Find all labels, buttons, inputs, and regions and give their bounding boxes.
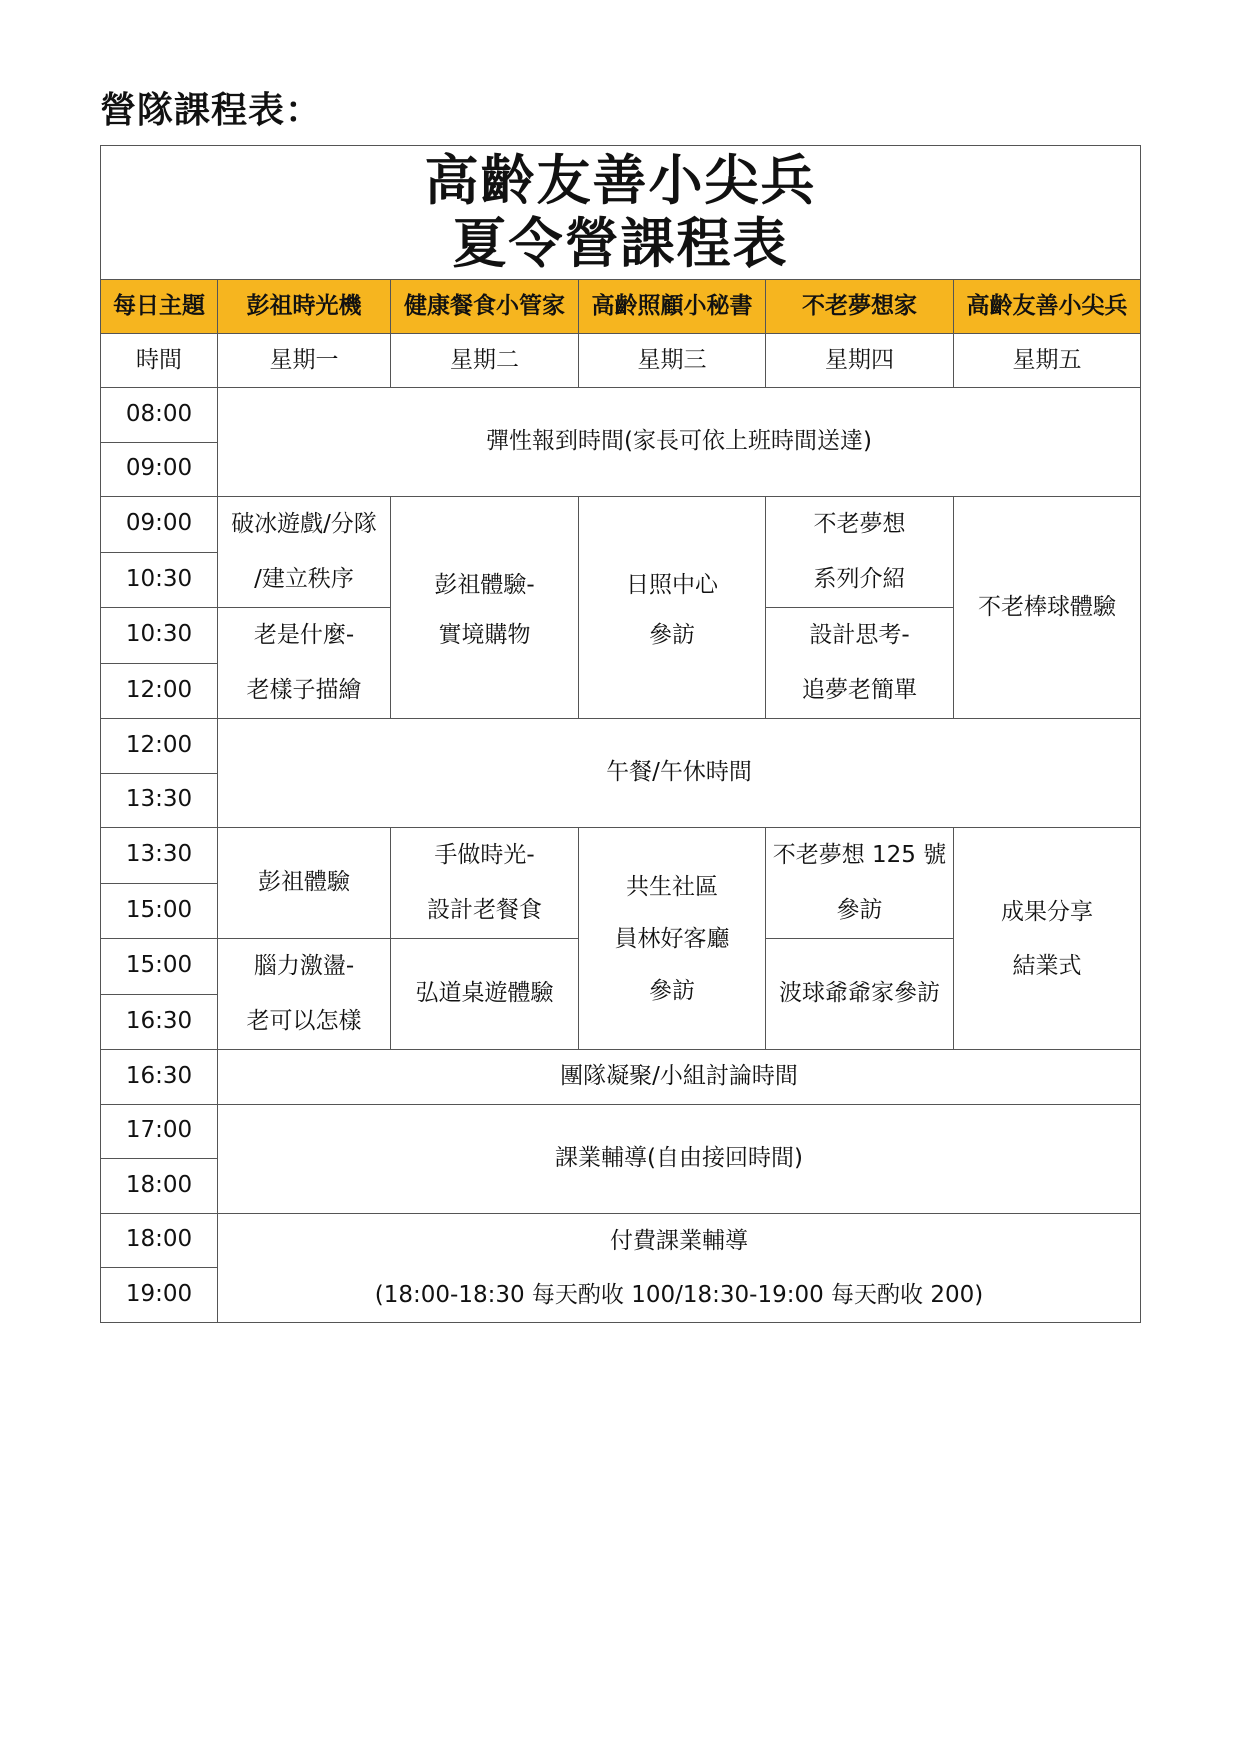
wed-pm-line-c: 參訪 bbox=[649, 977, 695, 1004]
mon-am-1-line-b: /建立秩序 bbox=[254, 566, 354, 592]
wed-am-line-a: 日照中心 bbox=[626, 571, 718, 598]
time-cell: 19:00 bbox=[101, 1268, 218, 1323]
thu-pm-session-1 bbox=[766, 828, 954, 939]
theme-row bbox=[101, 280, 1141, 334]
mon-am-1-line-a: 破冰遊戲/分隊 bbox=[231, 511, 377, 537]
title-line-1: 高齡友善小尖兵 bbox=[424, 149, 817, 213]
tue-pm-session-2: 弘道桌遊體驗 bbox=[391, 939, 579, 1050]
wed-am-line-b: 參訪 bbox=[649, 621, 695, 648]
time-cell: 13:30 bbox=[101, 773, 218, 828]
tue-am-line-b: 實境購物 bbox=[438, 621, 531, 648]
time-cell: 13:30 bbox=[101, 828, 218, 884]
time-cell: 17:00 bbox=[101, 1104, 218, 1159]
team-block: 團隊凝聚/小組討論時間 bbox=[218, 1050, 1141, 1105]
thu-am-session-2 bbox=[766, 608, 954, 719]
day-cell: 星期四 bbox=[766, 334, 954, 388]
theme-cell: 不老夢想家 bbox=[766, 280, 954, 334]
theme-cell: 彭祖時光機 bbox=[218, 280, 391, 334]
day-cell: 星期五 bbox=[954, 334, 1141, 388]
tue-am-line-a: 彭祖體驗- bbox=[434, 571, 535, 598]
wed-pm-line-a: 共生社區 bbox=[626, 873, 718, 900]
lunch-block: 午餐/午休時間 bbox=[218, 719, 1141, 828]
thu-am-1-line-a: 不老夢想 bbox=[813, 511, 906, 537]
theme-cell: 高齡照顧小秘書 bbox=[579, 280, 766, 334]
time-cell: 09:00 bbox=[101, 497, 218, 553]
wed-pm-session bbox=[579, 828, 766, 1050]
thu-am-2-line-b: 追夢老簡單 bbox=[802, 677, 917, 703]
fri-am-session: 不老棒球體驗 bbox=[954, 497, 1141, 719]
thu-pm-1-line-a: 不老夢想 125 號 bbox=[772, 842, 947, 868]
tue-pm-1-line-a: 手做時光- bbox=[434, 842, 535, 868]
time-cell: 08:00 bbox=[101, 388, 218, 443]
tue-pm-1-line-b: 設計老餐食 bbox=[427, 897, 542, 923]
day-cell: 星期二 bbox=[391, 334, 579, 388]
time-cell: 10:30 bbox=[101, 552, 218, 608]
fri-pm-line-b: 結業式 bbox=[1012, 952, 1082, 979]
thu-am-session-1 bbox=[766, 497, 954, 608]
fri-pm-line-a: 成果分享 bbox=[1001, 898, 1093, 925]
schedule-title bbox=[101, 146, 1141, 280]
thu-am-2-line-a: 設計思考- bbox=[809, 622, 910, 648]
day-cell: 時間 bbox=[101, 334, 218, 388]
day-cell: 星期三 bbox=[579, 334, 766, 388]
mon-pm-2-line-b: 老可以怎樣 bbox=[246, 1008, 362, 1034]
theme-cell: 每日主題 bbox=[101, 280, 218, 334]
time-cell: 10:30 bbox=[101, 608, 218, 664]
theme-cell: 高齡友善小尖兵 bbox=[954, 280, 1141, 334]
mon-pm-session-1: 彭祖體驗 bbox=[218, 828, 391, 939]
day-row bbox=[101, 334, 1141, 388]
mon-pm-2-line-a: 腦力激盪- bbox=[253, 953, 355, 979]
time-cell: 12:00 bbox=[101, 663, 218, 719]
thu-pm-1-line-b: 參訪 bbox=[836, 897, 883, 923]
day-cell: 星期一 bbox=[218, 334, 391, 388]
mon-am-2-line-a: 老是什麼- bbox=[253, 622, 355, 648]
thu-am-1-line-b: 系列介紹 bbox=[813, 566, 906, 592]
tue-pm-session-1 bbox=[391, 828, 579, 939]
time-cell: 12:00 bbox=[101, 719, 218, 774]
theme-cell: 健康餐食小管家 bbox=[391, 280, 579, 334]
thu-pm-session-2: 波球爺爺家參訪 bbox=[766, 939, 954, 1050]
checkin-block: 彈性報到時間(家長可依上班時間送達) bbox=[218, 388, 1141, 497]
mon-am-session-2 bbox=[218, 608, 391, 719]
time-cell: 16:30 bbox=[101, 994, 218, 1050]
time-cell: 16:30 bbox=[101, 1050, 218, 1105]
mon-pm-session-2 bbox=[218, 939, 391, 1050]
mon-am-session-1 bbox=[218, 497, 391, 608]
fri-pm-session bbox=[954, 828, 1141, 1050]
wed-am-session bbox=[579, 497, 766, 719]
time-cell: 15:00 bbox=[101, 883, 218, 939]
homework-block: 課業輔導(自由接回時間) bbox=[218, 1104, 1141, 1213]
schedule-table bbox=[100, 145, 1141, 1323]
time-cell: 09:00 bbox=[101, 442, 218, 497]
paid-line-b: (18:00-18:30 每天酌收 100/18:30-19:00 每天酌收 200) bbox=[374, 1281, 984, 1308]
page-heading: 營隊課程表： bbox=[100, 90, 323, 131]
title-line-2: 夏令營課程表 bbox=[452, 211, 789, 275]
time-cell: 18:00 bbox=[101, 1213, 218, 1268]
wed-pm-line-b: 員林好客廳 bbox=[614, 925, 730, 952]
time-cell: 15:00 bbox=[101, 939, 218, 995]
paid-tutoring-block bbox=[218, 1213, 1141, 1322]
mon-am-2-line-b: 老樣子描繪 bbox=[246, 677, 362, 703]
paid-line-a: 付費課業輔導 bbox=[610, 1227, 748, 1254]
time-cell: 18:00 bbox=[101, 1159, 218, 1214]
tue-am-session bbox=[391, 497, 579, 719]
